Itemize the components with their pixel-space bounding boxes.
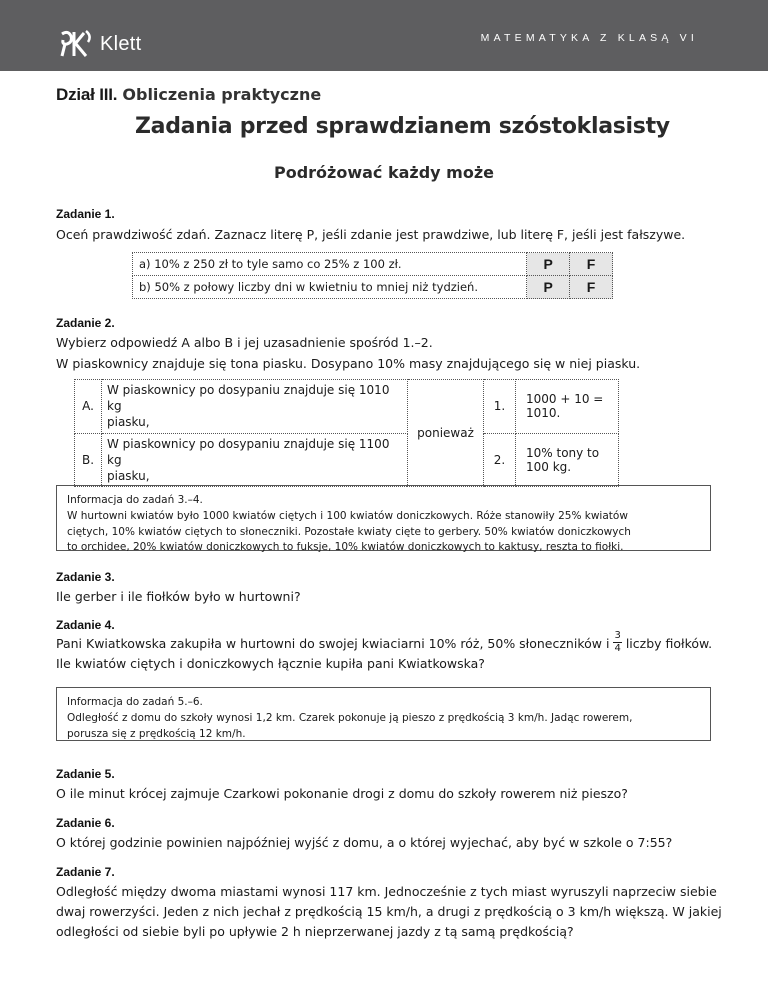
option-b-line2: piasku,	[107, 468, 150, 483]
info-line: W hurtowni kwiatów było 1000 kwiatów ciętych i 100 kwiatów doniczkowych. Róże stanowiły 25% kwiatów	[67, 509, 628, 522]
section-name: Obliczenia praktyczne	[122, 85, 322, 104]
option-a-text	[102, 380, 408, 434]
answer-p-b[interactable]: P	[527, 276, 570, 299]
reason-2-text: 10% tony to 100 kg.	[516, 433, 619, 487]
section-heading	[56, 85, 321, 105]
reason-1-text: 1000 + 10 = 1010.	[516, 380, 619, 434]
task2-instruction: Wybierz odpowiedź A albo B i jej uzasadnienie spośród 1.–2.	[56, 335, 433, 350]
table-row	[75, 433, 619, 487]
task5-text: O ile minut krócej zajmuje Czarkowi pokonanie drogi z domu do szkoły rowerem niż pieszo?	[56, 786, 628, 801]
task4-text-before: Pani Kwiatkowska zakupiła w hurtowni do swojej kwiaciarni 10% róż, 50% słoneczników i	[56, 636, 610, 651]
task3-heading: Zadanie 3.	[56, 570, 115, 584]
task6-text: O której godzinie powinien najpóźniej wyjść z domu, a o której wyjechać, aby być w szkole o 7:55?	[56, 835, 673, 850]
task3-text: Ile gerber i ile fiołków było w hurtowni?	[56, 589, 301, 604]
option-a-line2: piasku,	[107, 415, 150, 430]
option-a-label[interactable]: A.	[75, 380, 102, 434]
choice-reason-table	[74, 379, 619, 487]
task2-heading: Zadanie 2.	[56, 316, 115, 330]
connector: ponieważ	[408, 380, 484, 487]
task1-heading: Zadanie 1.	[56, 207, 115, 221]
info-box-3-4	[56, 485, 711, 554]
fraction-numerator: 3	[614, 630, 621, 641]
info-line: ciętych, 10% kwiatów ciętych to słoneczniki. Pozostałe kwiaty cięte to gerbery. 50% kwiatów doniczkowych	[67, 525, 631, 538]
option-a-line1: W piaskownicy po dosypaniu znajduje się 1010 kg	[107, 383, 390, 414]
answer-p-a[interactable]: P	[527, 253, 570, 276]
task1-instruction: Oceń prawdziwość zdań. Zaznacz literę P, jeśli zdanie jest prawdziwe, lub literę F, jeśli jest fałszywe.	[56, 227, 686, 242]
task7-line1: Odległość między dwoma miastami wynosi 117 km. Jednocześnie z tych miast wyruszyli naprzeciw siebie	[56, 884, 717, 899]
task6-heading: Zadanie 6.	[56, 816, 115, 830]
info-line: Informacja do zadań 3.–4.	[67, 494, 203, 506]
task2-context: W piaskownicy znajduje się tona piasku. Dosypano 10% masy znajdującego się w niej piasku.	[56, 356, 641, 371]
answer-f-b[interactable]: F	[570, 276, 613, 299]
option-b-label[interactable]: B.	[75, 433, 102, 487]
statement-b: b) 50% z połowy liczby dni w kwietniu to mniej niż tydzień.	[133, 276, 527, 299]
option-b-text	[102, 433, 408, 487]
table-row	[133, 253, 613, 276]
table-row	[133, 276, 613, 299]
section-label: Dział III.	[56, 85, 118, 104]
answer-f-a[interactable]: F	[570, 253, 613, 276]
page-title: Zadania przed sprawdzianem szóstoklasisty	[135, 114, 670, 139]
page-header	[0, 0, 768, 71]
series-title: MATEMATYKA Z KLASĄ VI	[480, 32, 698, 44]
klett-logo-icon	[58, 28, 96, 60]
info-box-5-6	[56, 687, 711, 741]
fraction-denominator: 4	[614, 643, 621, 654]
task7-line2: dwaj rowerzyści. Jeden z nich jechał z prędkością 15 km/h, a drugi z prędkością o 3 km/h większą. W jakiej	[56, 904, 722, 919]
task4-text	[56, 630, 713, 656]
info-line: to orchidee, 20% kwiatów doniczkowych to fuksje, 10% kwiatów doniczkowych to kaktusy, reszta to fiołki.	[67, 541, 624, 554]
page-subtitle: Podróżować każdy może	[273, 163, 495, 182]
task5-heading: Zadanie 5.	[56, 767, 115, 781]
task7-heading: Zadanie 7.	[56, 865, 115, 879]
task4-heading: Zadanie 4.	[56, 618, 115, 632]
fraction	[613, 631, 621, 654]
task7-line3: odległości od siebie byli po upływie 2 h nieprzerwanej jazdy z tą samą prędkością?	[56, 924, 574, 939]
brand-name: Klett	[100, 32, 142, 55]
option-b-line1: W piaskownicy po dosypaniu znajduje się 1100 kg	[107, 436, 390, 467]
info-line: porusza się z prędkością 12 km/h.	[67, 727, 246, 740]
table-row	[75, 380, 619, 434]
task4-question: Ile kwiatów ciętych i doniczkowych łącznie kupiła pani Kwiatkowska?	[56, 656, 485, 671]
reason-2-label[interactable]: 2.	[484, 433, 516, 487]
klett-logo	[58, 28, 142, 60]
true-false-table	[132, 252, 613, 299]
task4-text-after: liczby fiołków.	[625, 636, 713, 651]
info-line: Odległość z domu do szkoły wynosi 1,2 km. Czarek pokonuje ją pieszo z prędkością 3 km/h. Jadąc rowerem,	[67, 711, 633, 724]
info-line: Informacja do zadań 5.–6.	[67, 696, 203, 708]
statement-a: a) 10% z 250 zł to tyle samo co 25% z 100 zł.	[133, 253, 527, 276]
reason-1-label[interactable]: 1.	[484, 380, 516, 434]
